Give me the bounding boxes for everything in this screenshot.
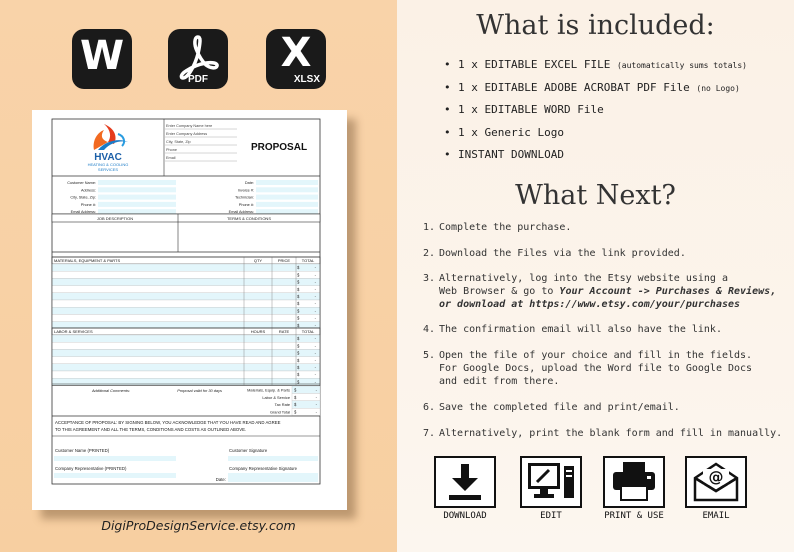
customer-field-label: Address: bbox=[81, 188, 96, 193]
acceptance-line-1: ACCEPTANCE OF PROPOSAL: BY SIGNING BELOW, YOU ACKNOWLEDGE THAT YOU HAVE READ AND AGREE bbox=[55, 420, 281, 425]
logo-line1: HEATING & COOLING bbox=[87, 162, 129, 167]
step-item bbox=[423, 247, 793, 260]
summary-value: - bbox=[315, 394, 317, 400]
included-item-text: 1 x EDITABLE EXCEL FILE bbox=[458, 58, 611, 71]
customer-field-label: Email Address: bbox=[228, 210, 254, 215]
edit-label: EDIT bbox=[540, 511, 562, 521]
currency-symbol: $ bbox=[297, 379, 300, 385]
table-row bbox=[52, 378, 320, 385]
company-fields bbox=[165, 124, 237, 161]
customer-info bbox=[67, 180, 318, 214]
table-header-label: LABOR & SERVICES bbox=[54, 329, 93, 334]
step-text: and edit from there. bbox=[439, 376, 560, 387]
customer-field-label: Customer Name: bbox=[67, 181, 96, 185]
table-row bbox=[52, 314, 320, 321]
currency-symbol: $ bbox=[297, 279, 300, 285]
step-text: Web Browser & go to bbox=[439, 286, 554, 297]
excel-icon bbox=[266, 29, 326, 89]
step-item bbox=[423, 349, 793, 388]
valid-note: Proposal valid for 30 days bbox=[177, 388, 222, 393]
edit-computer-icon bbox=[522, 458, 580, 506]
step-text: The confirmation email will also have the link. bbox=[439, 324, 722, 335]
currency-symbol: $ bbox=[294, 394, 297, 400]
included-item bbox=[444, 58, 747, 71]
customer-field-label: City, State, Zip: bbox=[70, 195, 96, 200]
currency-symbol: $ bbox=[297, 272, 300, 278]
company-field: Enter Company Name here bbox=[166, 124, 213, 128]
step-text: Alternatively, print the blank form and fill in manually. bbox=[439, 428, 783, 439]
summary-value: - bbox=[315, 402, 317, 408]
table-column-header: TOTAL bbox=[301, 329, 315, 334]
row-total: - bbox=[314, 308, 316, 314]
row-total: - bbox=[314, 357, 316, 363]
summary-label: Tax Rate bbox=[274, 402, 290, 408]
step-italic-text: or download at https://www.etsy.com/your/purchases bbox=[439, 299, 741, 310]
row-total: - bbox=[314, 322, 316, 328]
included-item-text: INSTANT DOWNLOAD bbox=[458, 148, 564, 161]
currency-symbol: $ bbox=[294, 387, 297, 393]
materials-table bbox=[52, 257, 320, 329]
email-label: EMAIL bbox=[702, 511, 730, 521]
summary-label: Materials, Equip. & Parts bbox=[247, 387, 290, 393]
job-description-label: JOB DESCRIPTION bbox=[96, 216, 134, 221]
word-letter: W bbox=[79, 33, 125, 79]
bullet-icon: • bbox=[444, 80, 451, 94]
included-item-note: (no Logo) bbox=[696, 83, 740, 93]
terms-label: TERMS & CONDITIONS bbox=[226, 216, 272, 221]
currency-symbol: $ bbox=[297, 322, 300, 328]
step-italic-text: Your Account -> Purchases & Reviews, bbox=[559, 286, 777, 297]
row-total: - bbox=[314, 294, 316, 299]
hvac-logo bbox=[88, 124, 129, 172]
row-total: - bbox=[314, 301, 316, 307]
table-row bbox=[52, 307, 320, 314]
customer-signature-label: Customer Signature bbox=[229, 448, 268, 453]
table-column-header: TOTAL bbox=[301, 258, 315, 263]
download-button[interactable] bbox=[434, 456, 496, 508]
currency-symbol: $ bbox=[297, 336, 300, 342]
company-field: Enter Company Address bbox=[166, 132, 208, 136]
proposal-form bbox=[32, 110, 347, 510]
row-total: - bbox=[314, 336, 316, 342]
customer-field-label: Date: bbox=[244, 181, 254, 185]
additional-comments-label: Additional Comments: bbox=[91, 388, 130, 393]
currency-symbol: $ bbox=[297, 286, 300, 292]
print-button[interactable] bbox=[603, 456, 665, 508]
table-row bbox=[52, 300, 320, 307]
proposal-form-preview bbox=[32, 110, 347, 510]
currency-symbol: $ bbox=[297, 357, 300, 363]
table-row bbox=[52, 342, 320, 349]
step-item bbox=[423, 272, 793, 311]
row-total: - bbox=[314, 315, 316, 321]
table-header-label: MATERIALS, EQUIPMENT & PARTS bbox=[54, 258, 121, 263]
table-row bbox=[52, 293, 320, 300]
included-item-note: (automatically sums totals) bbox=[616, 61, 747, 70]
next-heading: What Next? bbox=[515, 180, 676, 211]
email-icon bbox=[687, 458, 745, 506]
table-column-header: PRICE bbox=[277, 258, 291, 263]
included-item-text: 1 x EDITABLE ADOBE ACROBAT PDF File bbox=[458, 80, 690, 94]
step-item bbox=[423, 323, 793, 336]
row-total: - bbox=[314, 286, 316, 292]
right-panel bbox=[397, 0, 794, 552]
row-total: - bbox=[314, 272, 316, 278]
step-text: For Google Docs, upload the Word file to Google Docs bbox=[439, 363, 753, 374]
step-number: 4. bbox=[423, 324, 436, 335]
labor-table bbox=[52, 328, 320, 385]
currency-symbol: $ bbox=[297, 315, 300, 321]
currency-symbol: $ bbox=[297, 308, 300, 314]
bullet-icon: • bbox=[444, 58, 451, 71]
company-field: Email bbox=[166, 156, 176, 160]
acceptance-line-2: TO THIS AGREEMENT AND ALL THE TERMS, CONDITIONS AND COSTS AS OUTLINED ABOVE. bbox=[55, 427, 247, 432]
word-icon bbox=[72, 29, 132, 89]
table-column-header: QTY bbox=[253, 258, 263, 263]
summary-label: Grand Total bbox=[269, 409, 290, 415]
currency-symbol: $ bbox=[297, 301, 300, 307]
currency-symbol: $ bbox=[294, 409, 297, 415]
included-item-text: 1 x EDITABLE WORD File bbox=[458, 103, 604, 116]
included-item-text: 1 x Generic Logo bbox=[458, 125, 564, 139]
download-label: DOWNLOAD bbox=[443, 511, 487, 521]
edit-button[interactable] bbox=[520, 456, 582, 508]
company-rep-signature-label: Company Representative Signature bbox=[229, 466, 298, 471]
included-item bbox=[444, 103, 604, 116]
summary-section bbox=[52, 384, 320, 416]
summary-value: - bbox=[315, 409, 317, 415]
pdf-label: PDF bbox=[188, 74, 208, 85]
row-total: - bbox=[314, 350, 316, 356]
print-label: PRINT & USE bbox=[604, 511, 664, 521]
currency-symbol: $ bbox=[297, 343, 300, 349]
table-row bbox=[52, 278, 320, 285]
step-number: 5. bbox=[423, 350, 436, 361]
svg-text:@: @ bbox=[708, 468, 724, 486]
logo-title: HVAC bbox=[94, 152, 122, 163]
included-heading: What is included: bbox=[476, 10, 715, 41]
step-item bbox=[423, 427, 793, 440]
date-label: Date: bbox=[215, 477, 226, 482]
step-number: 6. bbox=[423, 402, 436, 413]
step-number: 2. bbox=[423, 248, 436, 259]
table-row bbox=[52, 286, 320, 293]
table-row bbox=[52, 264, 320, 271]
step-number: 3. bbox=[423, 273, 436, 284]
download-icon bbox=[436, 458, 494, 506]
bullet-icon: • bbox=[444, 125, 451, 139]
included-item bbox=[444, 148, 564, 161]
step-text: Alternatively, log into the Etsy website using a bbox=[439, 273, 728, 284]
xlsx-label: XLSX bbox=[293, 74, 320, 85]
currency-symbol: $ bbox=[297, 294, 300, 299]
customer-field-label: Phone #: bbox=[80, 202, 96, 207]
step-item bbox=[423, 401, 793, 414]
row-total: - bbox=[314, 365, 316, 370]
form-title: PROPOSAL bbox=[250, 142, 308, 153]
step-item bbox=[423, 221, 793, 234]
company-rep-printed-label: Company Representative (PRINTED) bbox=[55, 466, 127, 471]
logo-line2: SERVICES bbox=[97, 167, 119, 172]
step-text: Complete the purchase. bbox=[439, 222, 572, 233]
printer-icon bbox=[605, 458, 663, 506]
step-text: Save the completed file and print/email. bbox=[439, 402, 680, 413]
table-row bbox=[52, 271, 320, 278]
excel-letter: X bbox=[280, 30, 312, 76]
table-row bbox=[52, 335, 320, 342]
row-total: - bbox=[314, 343, 316, 349]
summary-value: - bbox=[315, 387, 317, 393]
row-total: - bbox=[314, 372, 316, 378]
currency-symbol: $ bbox=[297, 265, 300, 271]
pdf-icon bbox=[168, 29, 228, 89]
step-text: Download the Files via the link provided. bbox=[439, 248, 686, 259]
row-total: - bbox=[314, 279, 316, 285]
table-column-header: RATE bbox=[278, 329, 290, 334]
table-row bbox=[52, 371, 320, 378]
step-text: Open the file of your choice and fill in the fields. bbox=[439, 350, 753, 361]
customer-field-label: Technician: bbox=[235, 195, 254, 200]
included-item bbox=[444, 81, 740, 94]
currency-symbol: $ bbox=[294, 402, 297, 408]
included-item bbox=[444, 126, 564, 139]
table-row bbox=[52, 364, 320, 371]
currency-symbol: $ bbox=[297, 350, 300, 356]
customer-field-label: Email Address: bbox=[70, 210, 96, 215]
currency-symbol: $ bbox=[297, 365, 300, 370]
step-line bbox=[439, 285, 793, 298]
table-row bbox=[52, 357, 320, 364]
customer-field-label: Invoice #: bbox=[237, 188, 254, 193]
row-total: - bbox=[314, 265, 316, 271]
row-total: - bbox=[314, 379, 316, 385]
step-number: 7. bbox=[423, 428, 436, 439]
summary-label: Labor & Service bbox=[262, 394, 290, 400]
customer-name-printed-label: Customer Name (PRINTED) bbox=[55, 448, 110, 453]
table-column-header: HOURS bbox=[250, 329, 266, 334]
step-number: 1. bbox=[423, 222, 436, 233]
email-button[interactable] bbox=[685, 456, 747, 508]
table-row bbox=[52, 349, 320, 356]
currency-symbol: $ bbox=[297, 372, 300, 378]
bullet-icon: • bbox=[444, 103, 451, 116]
shop-url: DigiProDesignService.etsy.com bbox=[101, 518, 296, 533]
customer-field-label: Phone #: bbox=[238, 202, 254, 207]
bullet-icon: • bbox=[444, 148, 451, 161]
company-field: City, State, Zip bbox=[166, 140, 191, 144]
company-field: Phone bbox=[166, 148, 177, 152]
